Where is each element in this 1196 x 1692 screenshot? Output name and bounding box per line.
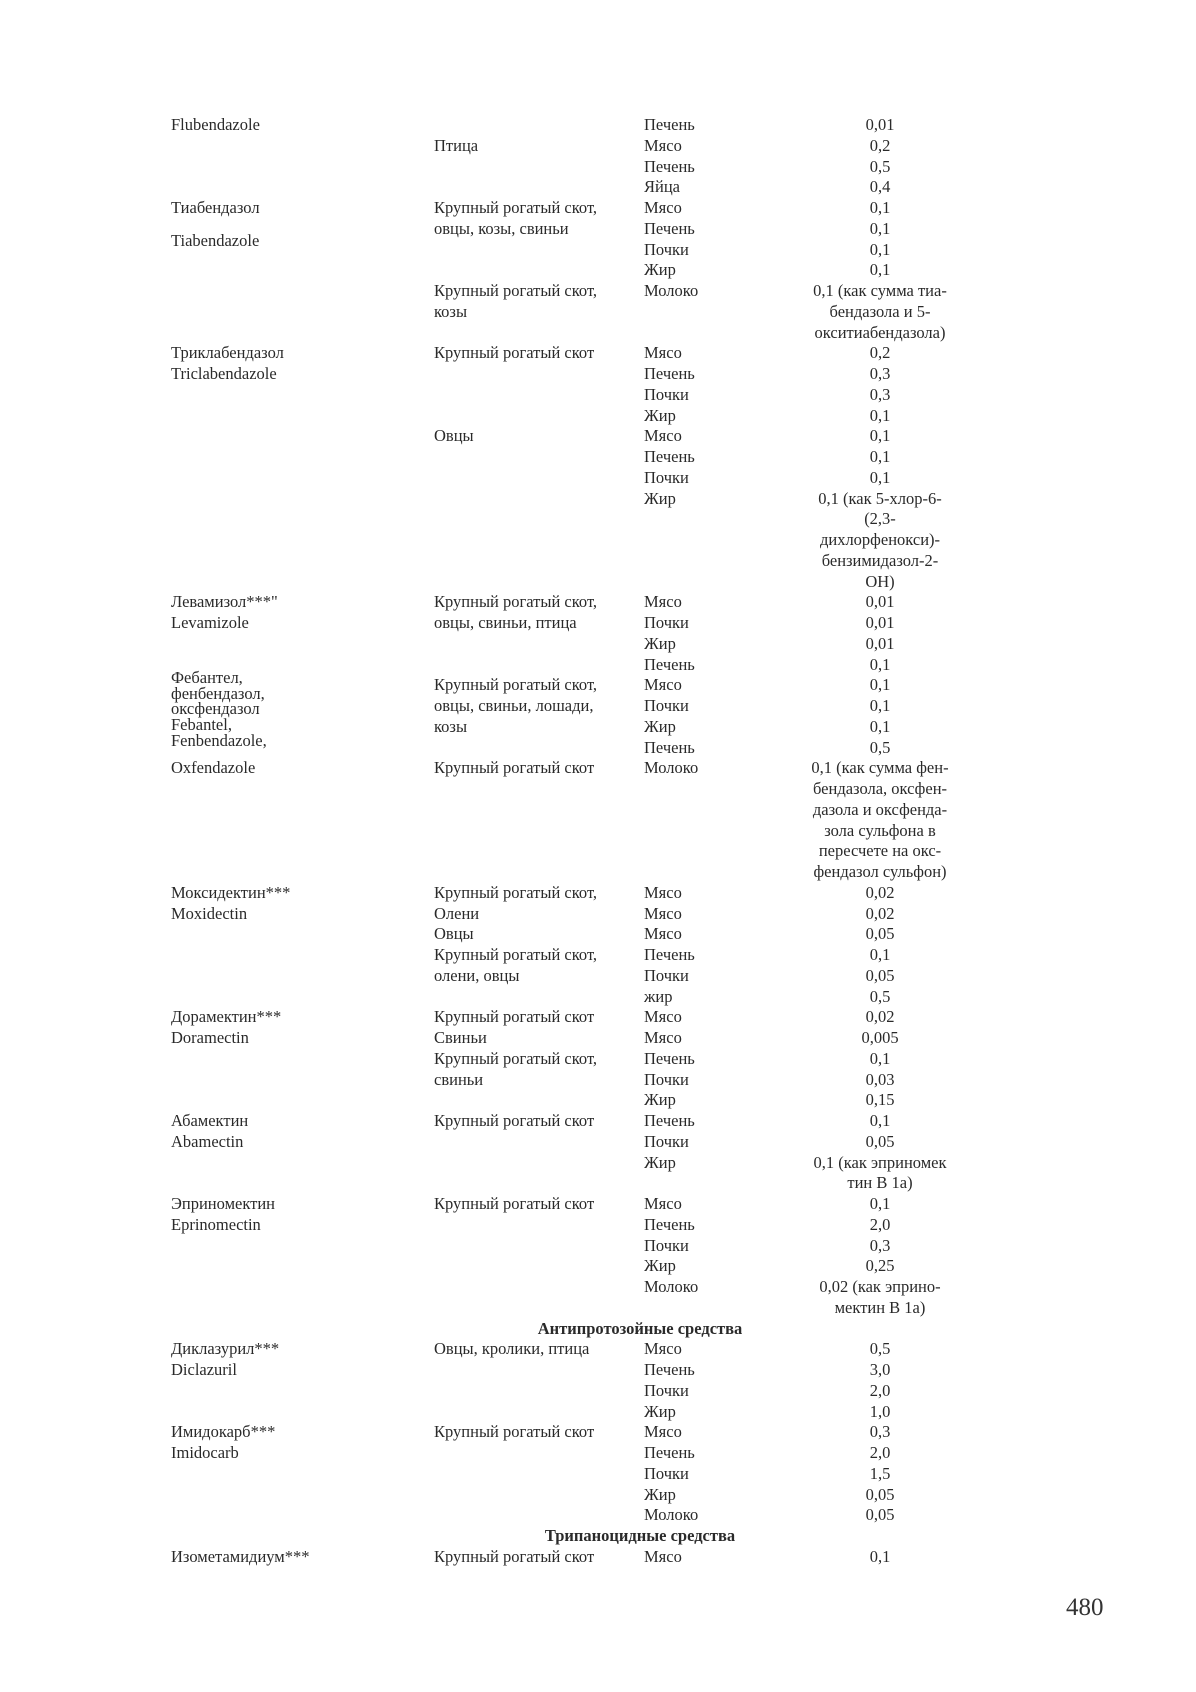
mrl-value: 0,3: [869, 1422, 891, 1441]
animal-species: олени, овцы: [434, 966, 520, 985]
tissue: Мясо: [644, 1028, 682, 1047]
tissue: Жир: [644, 406, 676, 425]
mrl-value: бендазола и 5-: [829, 302, 931, 321]
tissue: Жир: [644, 717, 676, 736]
tissue: Мясо: [644, 924, 682, 943]
mrl-value: 0,1: [869, 198, 891, 217]
substance-name: Тиабендазол: [171, 198, 260, 217]
mrl-value: 0,1: [869, 1111, 891, 1130]
animal-species: Крупный рогатый скот: [434, 1007, 595, 1026]
substance-name: Fenbendazole,: [171, 731, 267, 750]
mrl-value: окситиабендазола): [814, 323, 946, 342]
animal-species: Крупный рогатый скот,: [434, 198, 598, 217]
mrl-value: 0,05: [865, 1132, 895, 1151]
mrl-value: 0,005: [861, 1028, 899, 1047]
mrl-value: 0,1: [869, 219, 891, 238]
tissue: Почки: [644, 385, 689, 404]
mrl-value: 0,1 (как эприномек: [813, 1153, 947, 1172]
mrl-value: 0,3: [869, 364, 891, 383]
tissue: Молоко: [644, 281, 699, 300]
tissue: Почки: [644, 1070, 689, 1089]
animal-species: Олени: [434, 904, 480, 923]
tissue: Почки: [644, 966, 689, 985]
mrl-value: 0,05: [865, 1505, 895, 1524]
tissue: Мясо: [644, 904, 682, 923]
substance-name: Левамизол***": [171, 592, 278, 611]
animal-species: Птица: [434, 136, 479, 155]
animal-species: овцы, свиньи, птица: [434, 613, 577, 632]
animal-species: овцы, козы, свиньи: [434, 219, 569, 238]
animal-species: Крупный рогатый скот,: [434, 675, 598, 694]
tissue: Мясо: [644, 198, 682, 217]
substance-name: Levamizole: [171, 613, 249, 632]
tissue: Жир: [644, 1256, 676, 1275]
mrl-value: мектин B 1a): [834, 1298, 926, 1317]
mrl-value: 0,1: [869, 426, 891, 445]
tissue: Жир: [644, 634, 676, 653]
substance-name: Flubendazole: [171, 115, 260, 134]
mrl-value: 0,25: [865, 1256, 895, 1275]
mrl-value: 1,0: [869, 1402, 891, 1421]
mrl-value: зола сульфона в: [824, 821, 936, 840]
tissue: Мясо: [644, 426, 682, 445]
substance-name: оксфендазол: [171, 699, 260, 718]
mrl-value: 2,0: [869, 1443, 891, 1462]
mrl-value: 0,1: [869, 717, 891, 736]
tissue: Печень: [644, 655, 695, 674]
tissue: Мясо: [644, 1547, 682, 1566]
mrl-value: 0,1: [869, 447, 891, 466]
tissue: Жир: [644, 1485, 676, 1504]
tissue: Почки: [644, 696, 689, 715]
mrl-value: OH): [865, 572, 895, 591]
substance-name: Эприномектин: [171, 1194, 276, 1213]
substance-name: Oxfendazole: [171, 758, 256, 777]
tissue: Жир: [644, 489, 676, 508]
mrl-value: (2,3-: [864, 509, 896, 528]
mrl-value: 0,01: [865, 613, 895, 632]
tissue: Печень: [644, 447, 695, 466]
substance-name: Моксидектин***: [171, 883, 291, 902]
tissue: Почки: [644, 468, 689, 487]
mrl-value: 1,5: [869, 1464, 891, 1483]
mrl-value: 0,02: [865, 883, 895, 902]
mrl-value: 0,02: [865, 1007, 895, 1026]
mrl-value: пересчете на окс-: [818, 841, 942, 860]
substance-name: Имидокарб***: [171, 1422, 276, 1441]
mrl-value: 0,1: [869, 260, 891, 279]
tissue: Печень: [644, 1049, 695, 1068]
animal-species: Крупный рогатый скот: [434, 1111, 595, 1130]
substance-name: фенбендазол,: [171, 684, 265, 703]
mrl-value: 0,1 (как сумма тиа-: [813, 281, 947, 300]
mrl-value: 0,01: [865, 115, 895, 134]
substance-name: Фебантел,: [171, 668, 243, 687]
substance-name: Диклазурил***: [171, 1339, 280, 1358]
tissue: Печень: [644, 1111, 695, 1130]
animal-species: Овцы: [434, 426, 474, 445]
mrl-value: 0,1: [869, 406, 891, 425]
mrl-value: бендазола, оксфен-: [812, 779, 948, 798]
animal-species: Крупный рогатый скот,: [434, 883, 598, 902]
mrl-value: 0,1: [869, 655, 891, 674]
tissue: Мясо: [644, 136, 682, 155]
tissue: Жир: [644, 260, 676, 279]
tissue: Печень: [644, 157, 695, 176]
tissue: Мясо: [644, 592, 682, 611]
animal-species: Овцы: [434, 924, 474, 943]
mrl-value: 0,02: [865, 904, 895, 923]
mrl-value: 0,5: [869, 1339, 891, 1358]
section-heading: Антипротозойные средства: [537, 1319, 743, 1338]
mrl-value: 0,3: [869, 385, 891, 404]
substance-name: Eprinomectin: [171, 1215, 261, 1234]
mrl-value: 0,1 (как сумма фен-: [811, 758, 949, 777]
animal-species: Крупный рогатый скот,: [434, 281, 598, 300]
tissue: Печень: [644, 364, 695, 383]
mrl-value: 2,0: [869, 1381, 891, 1400]
tissue: Молоко: [644, 758, 699, 777]
tissue: Печень: [644, 945, 695, 964]
mrl-value: тин B 1a): [847, 1173, 913, 1192]
tissue: Мясо: [644, 1422, 682, 1441]
tissue: Жир: [644, 1090, 676, 1109]
substance-name: Moxidectin: [171, 904, 248, 923]
animal-species: Крупный рогатый скот,: [434, 945, 598, 964]
mrl-value: 0,4: [869, 177, 891, 196]
tissue: Молоко: [644, 1505, 699, 1524]
mrl-value: бензимидазол-2-: [821, 551, 939, 570]
mrl-value: 0,5: [869, 738, 891, 757]
tissue: Печень: [644, 1360, 695, 1379]
animal-species: Овцы, кролики, птица: [434, 1339, 590, 1358]
mrl-value: 2,0: [869, 1215, 891, 1234]
tissue: Мясо: [644, 1194, 682, 1213]
mrl-value: 0,01: [865, 634, 895, 653]
tissue: Мясо: [644, 675, 682, 694]
animal-species: Крупный рогатый скот: [434, 1194, 595, 1213]
substance-name: Triclabendazole: [171, 364, 277, 383]
mrl-value: 0,1: [869, 240, 891, 259]
tissue: Печень: [644, 1443, 695, 1462]
tissue: Почки: [644, 1132, 689, 1151]
mrl-value: 0,01: [865, 592, 895, 611]
mrl-value: 0,2: [869, 136, 891, 155]
animal-species: Крупный рогатый скот,: [434, 592, 598, 611]
animal-species: козы: [434, 302, 468, 321]
substance-name: Febantel,: [171, 715, 232, 734]
mrl-value: 3,0: [869, 1360, 891, 1379]
mrl-value: 0,5: [869, 987, 891, 1006]
mrl-value: дихлорфенокси)-: [819, 530, 941, 549]
substance-name: Abamectin: [171, 1132, 244, 1151]
mrl-value: 0,1: [869, 945, 891, 964]
mrl-value: дазола и оксфенда-: [812, 800, 948, 819]
animal-species: Крупный рогатый скот,: [434, 1049, 598, 1068]
mrl-value: 0,5: [869, 157, 891, 176]
tissue: Почки: [644, 240, 689, 259]
tissue: Печень: [644, 738, 695, 757]
tissue: Печень: [644, 1215, 695, 1234]
section-heading: Трипаноцидные средства: [544, 1526, 736, 1545]
substance-name: Diclazuril: [171, 1360, 237, 1379]
mrl-value: 0,1: [869, 468, 891, 487]
substance-name: Изометамидиум***: [171, 1547, 310, 1566]
substance-name: Дорамектин***: [171, 1007, 282, 1026]
animal-species: Крупный рогатый скот: [434, 1547, 595, 1566]
animal-species: Свиньи: [434, 1028, 487, 1047]
mrl-value: 0,1: [869, 1049, 891, 1068]
tissue: жир: [644, 987, 673, 1006]
mrl-value: 0,03: [865, 1070, 895, 1089]
tissue: Молоко: [644, 1277, 699, 1296]
tissue: Мясо: [644, 343, 682, 362]
animal-species: овцы, свиньи, лошади,: [434, 696, 594, 715]
mrl-value: 0,1: [869, 1194, 891, 1213]
mrl-value: 0,1: [869, 1547, 891, 1566]
tissue: Почки: [644, 613, 689, 632]
animal-species: свиньи: [434, 1070, 484, 1089]
tissue: Мясо: [644, 883, 682, 902]
tissue: Почки: [644, 1381, 689, 1400]
mrl-value: 0,1: [869, 675, 891, 694]
mrl-value: 0,3: [869, 1236, 891, 1255]
tissue: Печень: [644, 115, 695, 134]
mrl-value: 0,2: [869, 343, 891, 362]
mrl-value: фендазол сульфон): [813, 862, 947, 881]
tissue: Почки: [644, 1236, 689, 1255]
mrl-value: 0,05: [865, 966, 895, 985]
substance-name: Tiabendazole: [171, 231, 260, 250]
tissue: Почки: [644, 1464, 689, 1483]
tissue: Яйца: [644, 177, 680, 196]
substance-name: Триклабендазол: [171, 343, 284, 362]
animal-species: козы: [434, 717, 468, 736]
animal-species: Крупный рогатый скот: [434, 758, 595, 777]
substance-name: Doramectin: [171, 1028, 249, 1047]
substance-name: Imidocarb: [171, 1443, 239, 1462]
tissue: Мясо: [644, 1339, 682, 1358]
tissue: Мясо: [644, 1007, 682, 1026]
mrl-value: 0,05: [865, 924, 895, 943]
mrl-value: 0,1 (как 5-хлор-6-: [818, 489, 942, 508]
mrl-value: 0,02 (как эприно-: [819, 1277, 941, 1296]
mrl-value: 0,05: [865, 1485, 895, 1504]
animal-species: Крупный рогатый скот: [434, 1422, 595, 1441]
page-number: 480: [1066, 1594, 1104, 1621]
animal-species: Крупный рогатый скот: [434, 343, 595, 362]
mrl-value: 0,15: [865, 1090, 895, 1109]
mrl-value: 0,1: [869, 696, 891, 715]
tissue: Жир: [644, 1402, 676, 1421]
tissue: Печень: [644, 219, 695, 238]
substance-name: Абамектин: [171, 1111, 249, 1130]
tissue: Жир: [644, 1153, 676, 1172]
